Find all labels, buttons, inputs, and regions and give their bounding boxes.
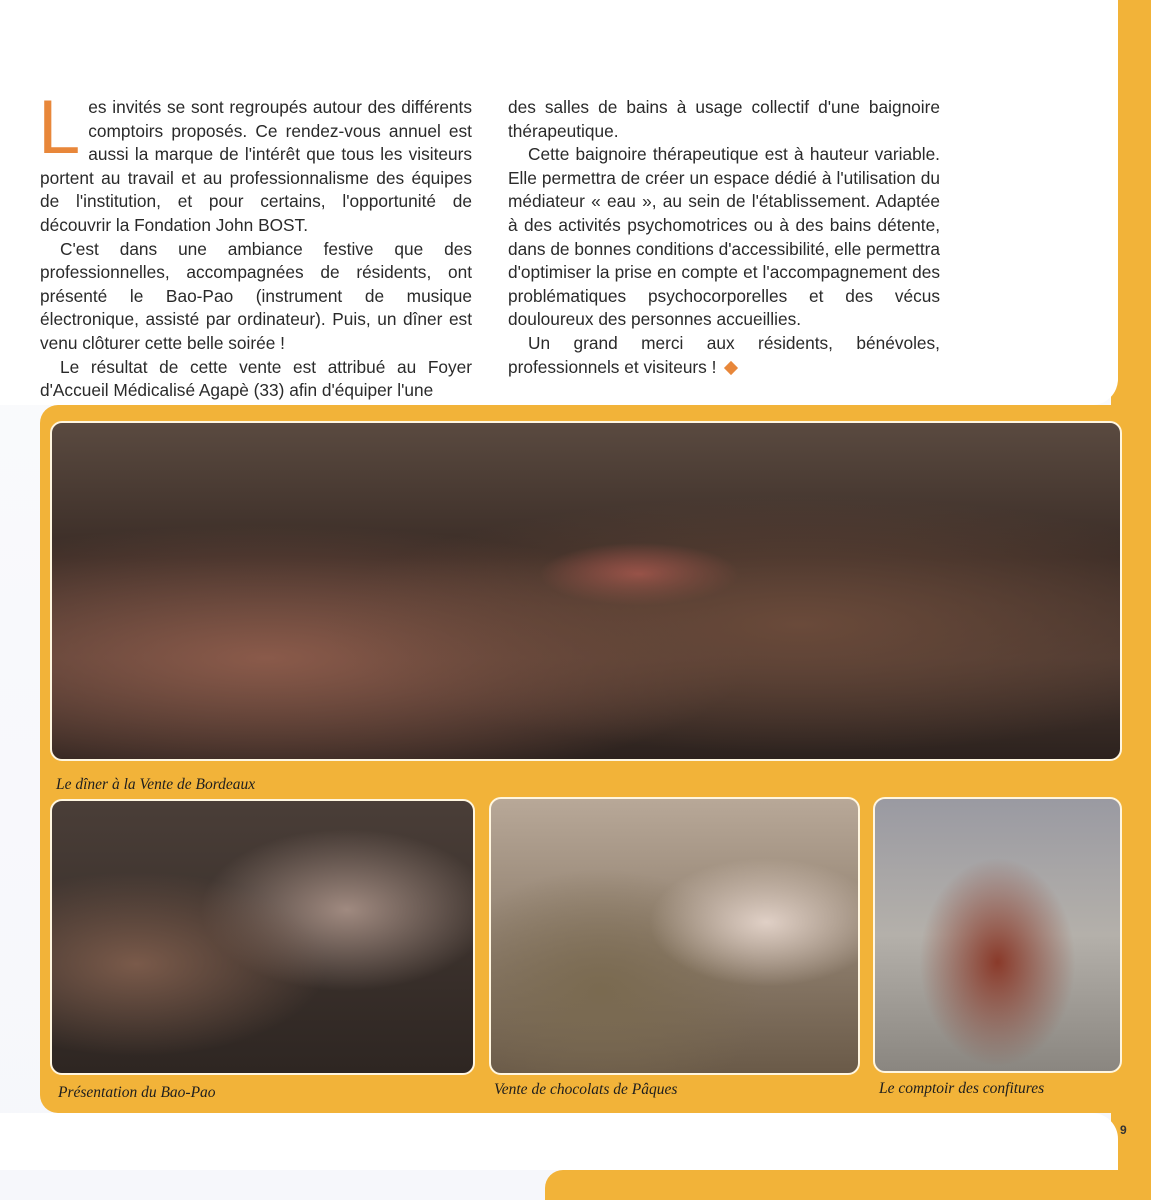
paragraph-3: Le résultat de cette vente est attribué au Foyer d'Accueil Médicalisé Agapè (33) afin d'équiper l'une (40, 356, 472, 401)
caption-diner: Le dîner à la Vente de Bordeaux (56, 776, 256, 793)
photo-bao-pao (50, 799, 475, 1075)
orange-bottom-band (545, 1170, 1151, 1200)
paragraph-4: des salles de bains à usage collectif d'une baignoire thérapeutique. (508, 97, 940, 141)
photo-chocolats (489, 797, 860, 1075)
drop-cap: L (38, 85, 81, 170)
photo-confitures (873, 797, 1122, 1073)
end-diamond-icon (724, 361, 738, 375)
caption-bao-pao: Présentation du Bao-Pao (58, 1084, 216, 1101)
bottom-panel (0, 1113, 1118, 1170)
photo-diner (50, 421, 1122, 761)
caption-confitures: Le comptoir des confitures (879, 1080, 1045, 1097)
paragraph-6: Un grand merci aux résidents, bénévoles, professionnels et visiteurs ! (508, 332, 940, 377)
paragraph-5: Cette baignoire thérapeutique est à hauteur variable. Elle permettra de créer un espace dédié à l'utilisation du médiateur « eau », au sein de l'établissement. Adaptée à des activités psychomotrices ou à des bains détente, dans de bonnes conditions d'accessibilité, elle permettra d'optimiser la prise en compte et l'accompagnement des problématiques psychocorporelles et des vécus douloureux des personnes accueillies. (508, 144, 940, 330)
article-right-column (508, 96, 940, 379)
paragraph-2: C'est dans une ambiance festive que des professionnelles, accompagnées de résidents, ont présenté le Bao-Pao (instrument de musique électronique, assisté par ordinateur). Puis, un dîner est venu clôturer cette belle soirée ! (40, 238, 472, 353)
page-number: 9 (1120, 1123, 1127, 1137)
article-left-column (38, 85, 472, 403)
paragraph-1: Les invités se sont regroupés autour des différents comptoirs proposés. Ce rendez-vous annuel est aussi la marque de l'intérêt que tous les visiteurs portent au travail et au professionnalisme des équipes de l'institution, et pour certains, l'opportunité de découvrir la Fondation John BOST. (38, 85, 472, 235)
caption-chocolats: Vente de chocolats de Pâques (494, 1081, 678, 1098)
